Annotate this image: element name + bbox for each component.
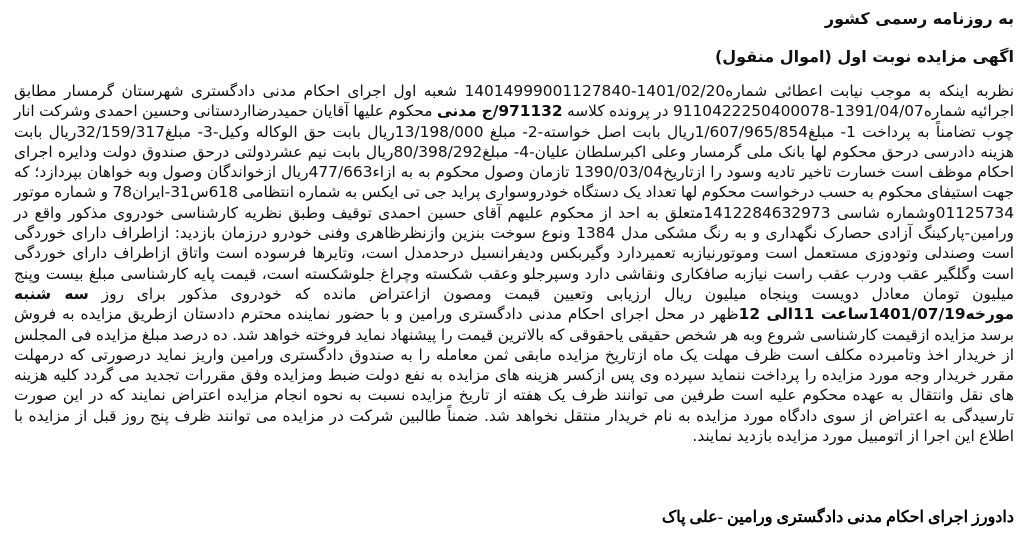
case-number: 971132/ج مدنی: [436, 102, 563, 121]
body-text-part-3: ظهر در محل اجرای احکام مدنی دادگستری ورامین و با حضور نماینده محترم دادستان ازطریق مزایده به فروش برسد مزایده ازقیمت کارشناسی شروع وبه هر شخص حقیقی یاحقوقی که بالاترین قیمت را پیشنهاد نماید فروخته خواهد شد. ده درصد مبلغ مزایده فی المجلس از خریدار اخذ وتامبرده مکلف است ظرف مهلت یک ماه ازتاریخ مزایده مابقی ثمن معامله را به صندوق دادگستری ورامین واریز نماید درصورتی که درمهلت مقرر خریدار وجه مورد مزایده را پرداخت ننماید سپرده وی پس ازکسر هزینه های مزایده به نفع دولت ضبط ومزایده وفق مقررات تجدید می گردد کلیه هزینه های نقل وانتقال به عهده محکوم علیه است طرفین می توانند ظرف یک هفته از تاریخ مزایده نسبت به نحوه انجام مزایده اعتراض نمایند که در این صورت تارسیدگی به اعتراض از سوی دادگاه مورد مزایده به نام خریدار منتقل نخواهد شد. ضمناً طالبین شرکت در مزایده می توانند ظرف پنج روز قبل از مزایده با اطلاع این اجرا از اتومبیل مورد مزایده بازدید نمایند.: [14, 305, 1014, 446]
notice-title: اگهی مزایده نوبت اول (اموال منقول): [714, 47, 1014, 66]
publisher-line: به روزنامه رسمی کشور: [824, 9, 1014, 28]
notice-body: [14, 81, 1014, 446]
auction-date-time: سه شنبه مورخه1401/07/19ساعت 11الی 12: [14, 284, 1014, 324]
signature-line: دادورز اجرای احکام مدنی دادگستری ورامین -علی پاک: [661, 509, 1014, 526]
body-text-part-1: نظربه اینکه به موجب نیابت اعطائی شماره1401/02/20-14014999001127840 شعبه اول اجرای احکام مدنی دادگستری شهرستان گرمسار مطابق اجرائیه شماره1391/04/07-9110422250400078 در پرونده کلاسه: [14, 82, 1015, 121]
body-text-part-2: محکوم علیها آقایان حمیدرضااردستانی وحسین احمدی وشرکت انار چوب تضامناً به پرداخت 1- مبلغ1/607/965/854ریال بابت اصل خواسته-2- مبلغ 13/198/000ریال بابت حق الوکاله وکیل-3- مبلغ32/159/317ریال بابت هزینه دادرسی درحق محکوم لها بانک ملی گرمسار وعلی اکبرسلطان علیان-4- مبلغ80/398/292ریال بابت نیم عشردولتی درحق صندوق دولت ودایره اجرای احکام موظف است خسارت تاخیر تادیه وسود را ازتاریخ1390/03/04 تازمان وصول محکوم به به ازاء477/663ریال ازخواندگان وصول وبه خواهان بپردازد؛ که جهت استیفای محکوم به حسب درخواست محکوم لها تعداد یک دستگاه خودروسواری پراید جی تی ایکس به شماره انتظامی 618س31-ایران78 و شماره موتور 01125734وشماره شاسی 1412284632973متعلق به احد از محکوم علیهم آقای حسین احمدی توقیف وطبق نظریه کارشناسی خودروی مذکور واقع در ورامین-پارکینگ آزادی حصارک نگهداری و به رنگ مشکی مدل 1384 ونوع سوخت بنزین وازنظرظاهری وفنی خودرو درزمان بازدید: ازاطراف دارای خوردگی است وصندلی وتودوزی مستعمل است وموتورنیازبه تعمیردارد وگیربکس ودیفرانسیل درحدمدل است، وتایرها فرسوده است واتاق ازاطراف دارای خوردگی است وگلگیر عقب ودرب عقب راست نیازبه صافکاری ونقاشی دارد وسپرجلو وعقب شکسته وچراغ جلوشکسته است، قیمت پایه کارشناسی مبلغ بیست وپنج میلیون تومان معادل دویست وپنجاه میلیون ریال ارزیابی وتعیین قیمت ومصون ازاعتراض مانده که خودروی مذکور برای روز: [14, 102, 1015, 303]
